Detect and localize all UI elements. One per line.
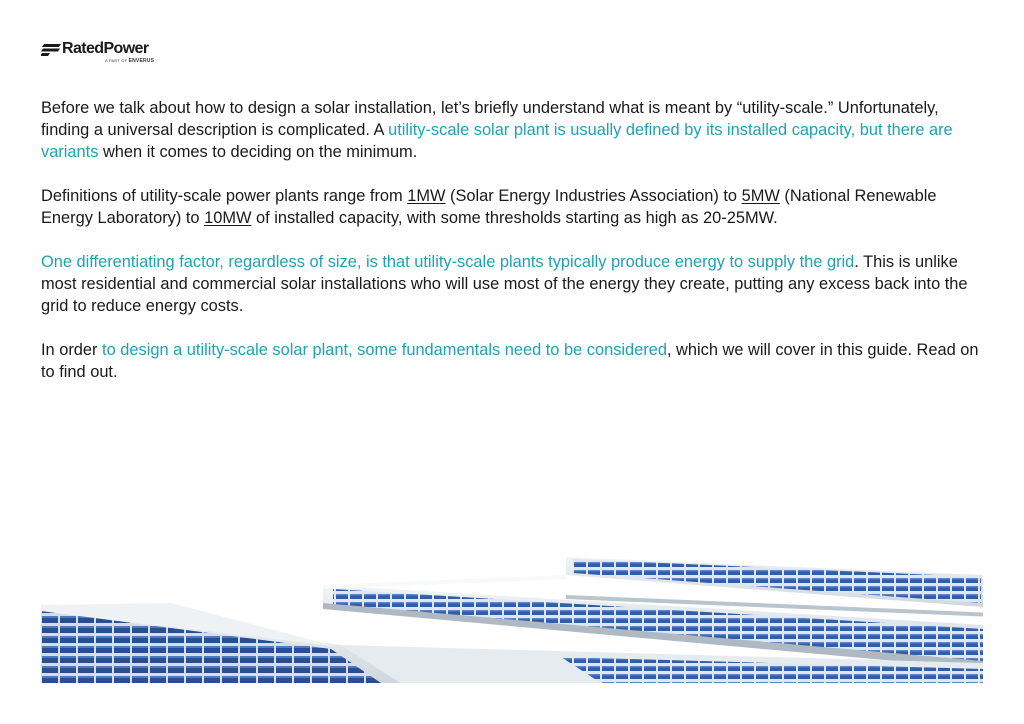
paragraph-definitions xyxy=(41,185,986,229)
p4-text-1: In order xyxy=(41,341,103,359)
p2-text-1: Definitions of utility-scale power plants range from xyxy=(41,187,408,205)
p3-text-1: . This is unlike most residential and commercial solar installations who will use most of the energy they create, putting any excess back into the grid to reduce energy costs. xyxy=(41,253,968,315)
p1-text-2: when it comes to deciding on the minimum. xyxy=(98,143,418,161)
paragraph-differentiating-factor xyxy=(41,251,986,317)
solar-panel-rooftop-photo xyxy=(41,545,983,683)
ratedpower-mark-icon xyxy=(41,44,61,56)
p2-text-2: (Solar Energy Industries Association) to xyxy=(445,187,742,205)
logo-sub-brand: ENVERUS xyxy=(128,58,155,64)
logo-sub-prefix: A PART OF xyxy=(105,58,128,63)
p1-link-installed-capacity[interactable]: utility-scale solar plant is usually defined by its installed capacity, but there are variants xyxy=(41,121,953,161)
p4-link-design-fundamentals[interactable]: to design a utility-scale solar plant, some fundamentals need to be considered xyxy=(102,341,667,359)
p2-link-10mw[interactable]: 10MW xyxy=(204,209,252,227)
p4-text-2: , which we will cover in this guide. Read on to find out. xyxy=(41,341,979,381)
paragraph-utility-scale-intro xyxy=(41,97,986,163)
paragraph-in-order xyxy=(41,339,986,383)
article-body xyxy=(41,97,986,405)
ratedpower-logo xyxy=(41,40,161,66)
logo-wordmark: RatedPower xyxy=(62,40,149,57)
p2-text-3: (National Renewable Energy Laboratory) to xyxy=(41,187,937,227)
logo-subline xyxy=(105,58,154,64)
p2-link-5mw[interactable]: 5MW xyxy=(741,187,780,205)
p2-link-1mw[interactable]: 1MW xyxy=(407,187,446,205)
p1-text-1: Before we talk about how to design a solar installation, let’s briefly understand what is meant by “utility-scale.” Unfortunately, finding a universal description is complicated. A xyxy=(41,99,939,139)
p3-link-supply-grid[interactable]: One differentiating factor, regardless of size, is that utility-scale plants typically produce energy to supply the grid xyxy=(41,253,855,271)
p2-text-4: of installed capacity, with some thresholds starting as high as 20-25MW. xyxy=(251,209,778,227)
